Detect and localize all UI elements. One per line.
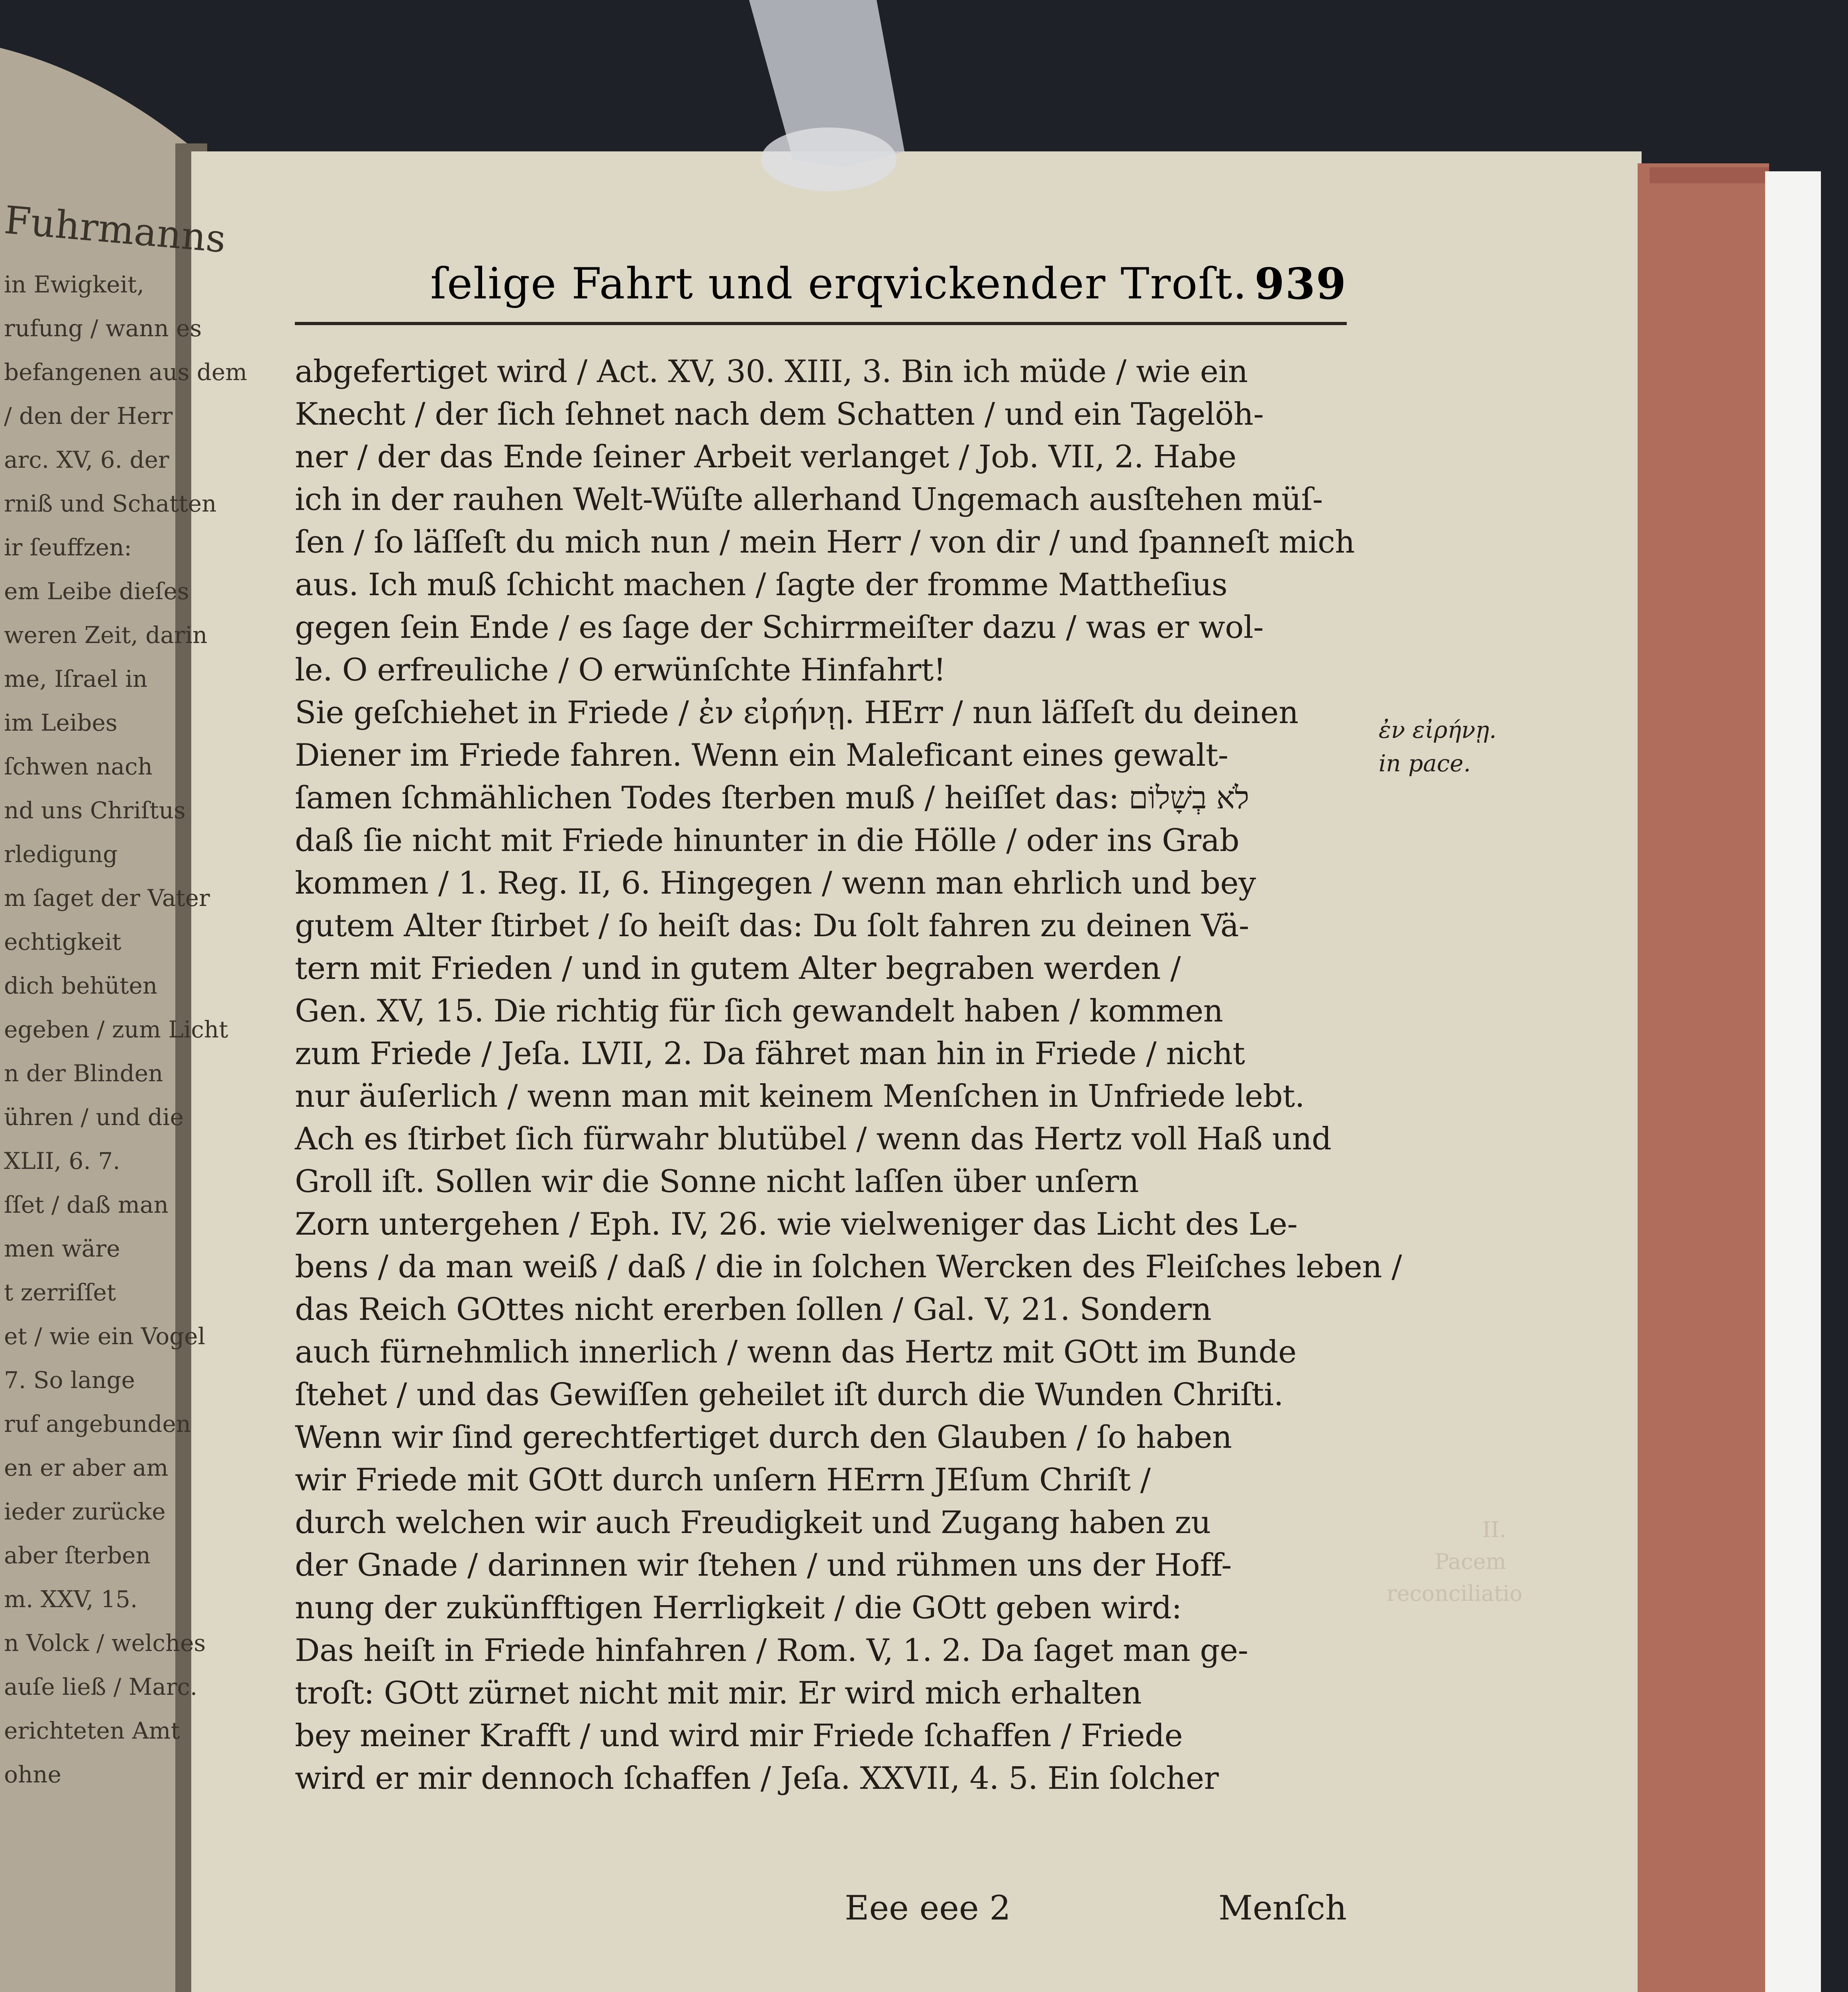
left-line: arc. XV, 6. der <box>4 446 169 473</box>
left-line: XLII, 6. 7. <box>4 1147 120 1174</box>
left-line: ſchwen nach <box>4 753 153 780</box>
text-line: wir Friede mit GOtt durch unſern HErrn JEſum Chriſt / <box>295 1462 1151 1498</box>
text-line: Zorn untergehen / Eph. IV, 26. wie vielweniger das Licht des Le- <box>295 1206 1298 1242</box>
left-line: in Ewigkeit, <box>4 271 144 298</box>
left-page-header: Fuhrmanns <box>2 197 228 262</box>
text-line: troſt: GOtt zürnet nicht mit mir. Er wird mich erhalten <box>295 1675 1142 1711</box>
left-facing-page-text <box>0 191 247 1992</box>
text-line: durch welchen wir auch Freudigkeit und Zugang haben zu <box>295 1505 1211 1541</box>
left-line: m. XXV, 15. <box>4 1586 138 1613</box>
text-line: Groll iſt. Sollen wir die Sonne nicht laſſen über unſern <box>295 1164 1139 1200</box>
text-line: wird er mir dennoch ſchaffen / Jeſa. XXVII, 4. 5. Ein ſolcher <box>295 1761 1219 1796</box>
left-line: en er aber am <box>4 1454 169 1481</box>
text-line: Diener im Friede fahren. Wenn ein Maleficant eines gewalt- <box>295 737 1228 773</box>
page-footer <box>295 1888 1347 1936</box>
marginal-note <box>1379 713 1514 780</box>
margin-note-latin: in pace. <box>1379 750 1471 777</box>
running-head-title: ſelige Fahrt und erqvickender Troſt. <box>430 259 1248 309</box>
left-line: / den der Herr <box>4 402 173 429</box>
text-line: abgefertiget wird / Act. XV, 30. XIII, 3. Bin ich müde / wie ein <box>295 354 1248 390</box>
margin-note-greek: ἐν εἰρήνῃ. <box>1379 716 1497 743</box>
left-line: 7. So lange <box>4 1367 135 1394</box>
text-line: bey meiner Krafft / und wird mir Friede ſchaffen / Friede <box>295 1718 1183 1754</box>
head-rule <box>295 322 1347 325</box>
left-line: erichteten Amt <box>4 1717 180 1744</box>
left-line: ohne <box>4 1761 61 1788</box>
running-head <box>430 255 1347 315</box>
left-line: ruf angebunden <box>4 1410 191 1437</box>
text-line: Das heiſt in Friede hinfahren / Rom. V, 1. 2. Da ſaget man ge- <box>295 1633 1248 1668</box>
left-line: n Volck / welches <box>4 1629 206 1657</box>
left-line: im Leibes <box>4 709 118 736</box>
text-line: Wenn wir ſind gerechtfertiget durch den Glauben / ſo haben <box>295 1419 1232 1455</box>
catchword: Menſch <box>1218 1888 1347 1927</box>
text-line: nung der zukünfftigen Herrligkeit / die GOtt geben wird: <box>295 1590 1182 1626</box>
left-line: n der Blinden <box>4 1060 163 1087</box>
text-line: ner / der das Ende ſeiner Arbeit verlanget / Job. VII, 2. Habe <box>295 439 1236 475</box>
text-line: daß ſie nicht mit Friede hinunter in die Hölle / oder ins Grab <box>295 823 1240 859</box>
faint-note-line: reconciliatio <box>1387 1581 1523 1606</box>
text-line: kommen / 1. Reg. II, 6. Hingegen / wenn man ehrlich und bey <box>295 865 1256 901</box>
left-line: weren Zeit, darin <box>4 622 208 649</box>
left-line: t zerriſſet <box>4 1279 116 1306</box>
text-line: bens / da man weiß / daß / die in ſolchen Wercken des Fleiſches leben / <box>295 1249 1402 1285</box>
text-line: Sie geſchiehet in Friede / ἐν εἰρήνῃ. HErr / nun läſſeſt du deinen <box>295 695 1299 731</box>
left-line: auſe ließ / Marc. <box>4 1673 198 1700</box>
faint-note-line: Pacem <box>1434 1549 1506 1574</box>
text-line: das Reich GOttes nicht ererben ſollen / Gal. V, 21. Sondern <box>295 1292 1212 1327</box>
left-line: rniß und Schatten <box>4 490 217 517</box>
text-line: gegen ſein Ende / es ſage der Schirrmeiſter dazu / was er wol- <box>295 610 1264 645</box>
left-line: ühren / und die <box>4 1104 184 1131</box>
left-line: ieder zurücke <box>4 1498 166 1525</box>
text-line: zum Friede / Jeſa. LVII, 2. Da fähret man hin in Friede / nicht <box>295 1036 1245 1072</box>
left-line: aber ſterben <box>4 1542 151 1569</box>
left-line: echtigkeit <box>4 928 122 955</box>
body-text <box>295 351 1402 1800</box>
faint-marginal-note <box>1387 1514 1523 1610</box>
left-line: dich behüten <box>4 972 158 999</box>
white-support-board <box>1765 171 1821 1992</box>
text-line: der Gnade / darinnen wir ſtehen / und rühmen uns der Hoff- <box>295 1547 1232 1583</box>
text-line: auch fürnehmlich innerlich / wenn das Hertz mit GOtt im Bunde <box>295 1334 1297 1370</box>
left-line: ſſet / daß man <box>4 1191 169 1218</box>
left-line: ir ſeuffzen: <box>4 534 132 561</box>
text-line: ſen / ſo läſſeſt du mich nun / mein Herr / von dir / und ſpanneſt mich <box>295 524 1355 560</box>
faint-note-line: II. <box>1482 1517 1506 1542</box>
fore-edge <box>1638 163 1769 1992</box>
left-line: befangenen aus dem <box>4 359 247 386</box>
left-line: egeben / zum Licht <box>4 1016 228 1043</box>
text-line: gutem Alter ſtirbet / ſo heiſt das: Du ſolt fahren zu deinen Vä- <box>295 908 1249 944</box>
left-line: em Leibe dieſes <box>4 578 189 605</box>
text-line: le. O erfreuliche / O erwünſchte Hinfahrt! <box>295 652 946 688</box>
left-line: rledigung <box>4 841 118 868</box>
text-line: Ach es ſtirbet ſich fürwahr blutübel / wenn das Hertz voll Haß und <box>295 1121 1332 1157</box>
text-line: ſtehet / und das Gewiſſen geheilet iſt durch die Wunden Chriſti. <box>295 1377 1283 1413</box>
text-line: tern mit Frieden / und in gutem Alter begraben werden / <box>295 951 1181 986</box>
signature-mark: Eee eee 2 <box>845 1888 1011 1927</box>
text-line: ich in der rauhen Welt-Wüſte allerhand Ungemach ausſtehen müſ- <box>295 482 1323 518</box>
left-line: me, Iſrael in <box>4 665 148 692</box>
left-line: men wäre <box>4 1235 120 1262</box>
page-number: 939 <box>1254 259 1347 309</box>
text-line: aus. Ich muß ſchicht machen / ſagte der fromme Mattheſius <box>295 567 1228 603</box>
text-line: nur äuſerlich / wenn man mit keinem Menſchen in Unfriede lebt. <box>295 1078 1305 1114</box>
left-line: m ſaget der Vater <box>4 884 210 912</box>
left-line: et / wie ein Vogel <box>4 1323 206 1350</box>
text-line: ſamen ſchmählichen Todes ſterben muß / heiſſet das: לֹא בְשָׁלוֹם <box>295 780 1249 816</box>
left-line: nd uns Chriſtus <box>4 797 186 824</box>
text-line: Gen. XV, 15. Die richtig für ſich gewandelt haben / kommen <box>295 993 1223 1029</box>
text-line: Knecht / der ſich ſehnet nach dem Schatten / und ein Tagelöh- <box>295 396 1264 432</box>
left-line: rufung / wann es <box>4 315 202 342</box>
